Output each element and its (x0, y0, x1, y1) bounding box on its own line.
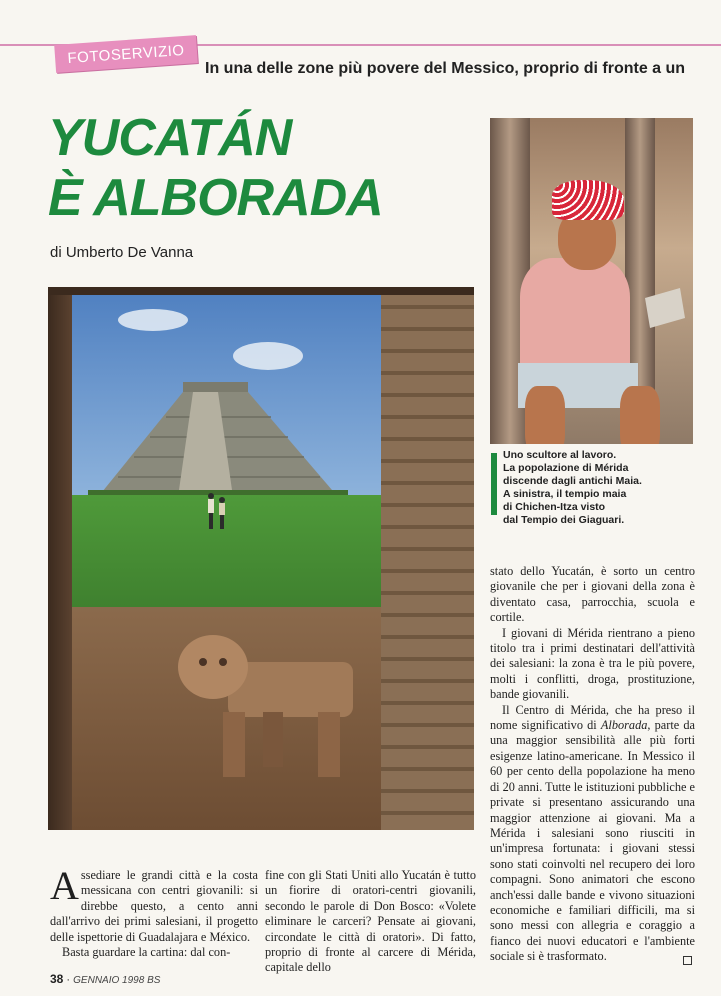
kicker-text: In una delle zone più povere del Messico, proprio di fronte a un (205, 60, 686, 77)
caption-line: discende dagli antichi Maia. (503, 475, 642, 487)
photo-cloud (118, 309, 188, 331)
body-paragraph: Il Centro di Mérida, che ha preso il nome significativo di Alborada, parte da una maggior sensibilità alle più forti esigenze latino-americane. In Messico il 60 per cento della popolazione ha meno di 20 anni. Tutte le istituzioni pubbliche e private si presentano assicurando una maggior attenzione ai giovani. Ma a Mérida i salesiani sono riusciti in un'impresa fortunata: i giovani stessi sono stati coinvolti nel recupero dei loro compagni. Sono animatori che escono anch'essi dalle bande e vivono situazioni economiche e familiari difficili, ma si sono messi con allegria e coraggio a fianco dei nuovi educatori e l'ambiente sociale si è trasformato. (490, 702, 695, 964)
body-column-3 (490, 564, 695, 965)
photo-visitors (206, 492, 228, 530)
photo-cloud (233, 342, 303, 370)
caption-line: Uno scultore al lavoro. (503, 449, 617, 461)
sculpture-stone (640, 288, 685, 328)
body-column-2 (265, 868, 476, 976)
body-paragraph: Assediare le grandi città e la costa messicana con centri giovanili: si direbbe questo, a cento anni dall'arrivo dei primi salesiani, il progetto delle ispettorie di Guadalajara e México. (50, 863, 258, 944)
page-number: 38 (50, 972, 64, 986)
doorway-left-pillar (48, 287, 72, 830)
body-paragraph: I giovani di Mérida rientrano a pieno titolo tra i primi destinatari dell'attività dei salesiani: la zona è tra le più povere, molti i conflitti, droga, prostituzione, bande giovanili. (490, 625, 695, 702)
byline: di Umberto De Vanna (50, 244, 194, 261)
doorway-carved-pillar (381, 287, 474, 830)
pyramid-illustration (88, 382, 348, 502)
page-footer (50, 972, 160, 986)
caption-accent-bar (491, 453, 497, 515)
title-line-2: È ALBORADA (48, 169, 383, 227)
body-paragraph: fine con gli Stati Uniti allo Yucatán è tutto un fiorire di oratori-centri giovanili, secondo le parole di Don Bosco: «Volete eliminare le carceri? Pensate ai giovani, circondate le città di oratori». Di fatto, proprio di fronte al carcere di Mérida, capitale dello (265, 868, 476, 975)
doorway-lintel (48, 287, 474, 295)
footer-separator: · (66, 974, 74, 986)
end-of-article-mark (683, 956, 692, 965)
issue-label: GENNAIO 1998 BS (73, 975, 161, 986)
sculptor-leg (525, 386, 565, 444)
drop-cap: A (50, 863, 79, 908)
article-title (48, 108, 383, 228)
title-line-1: YUCATÁN (48, 109, 292, 167)
photo-pyramid (48, 287, 474, 830)
caption-line: La popolazione di Mérida (503, 462, 629, 474)
jaguar-throne-sculpture (168, 632, 358, 782)
sculptor-bandana (552, 180, 624, 220)
photo-caption (503, 449, 703, 527)
section-badge: FOTOSERVIZIO (54, 35, 198, 73)
caption-line: di Chichen-Itza visto (503, 501, 606, 513)
sculptor-leg (620, 386, 660, 444)
caption-line: dal Tempio dei Giaguari. (503, 514, 625, 526)
body-paragraph: Basta guardare la cartina: dal con- (62, 945, 231, 960)
caption-line: A sinistra, il tempio maia (503, 488, 627, 500)
body-column-1 (50, 863, 258, 960)
body-paragraph: stato dello Yucatán, è sorto un centro giovanile che per i giovani della zona è diventato casa, parrocchia, scuola e cortile. (490, 564, 695, 625)
photo-sculptor (490, 118, 693, 444)
